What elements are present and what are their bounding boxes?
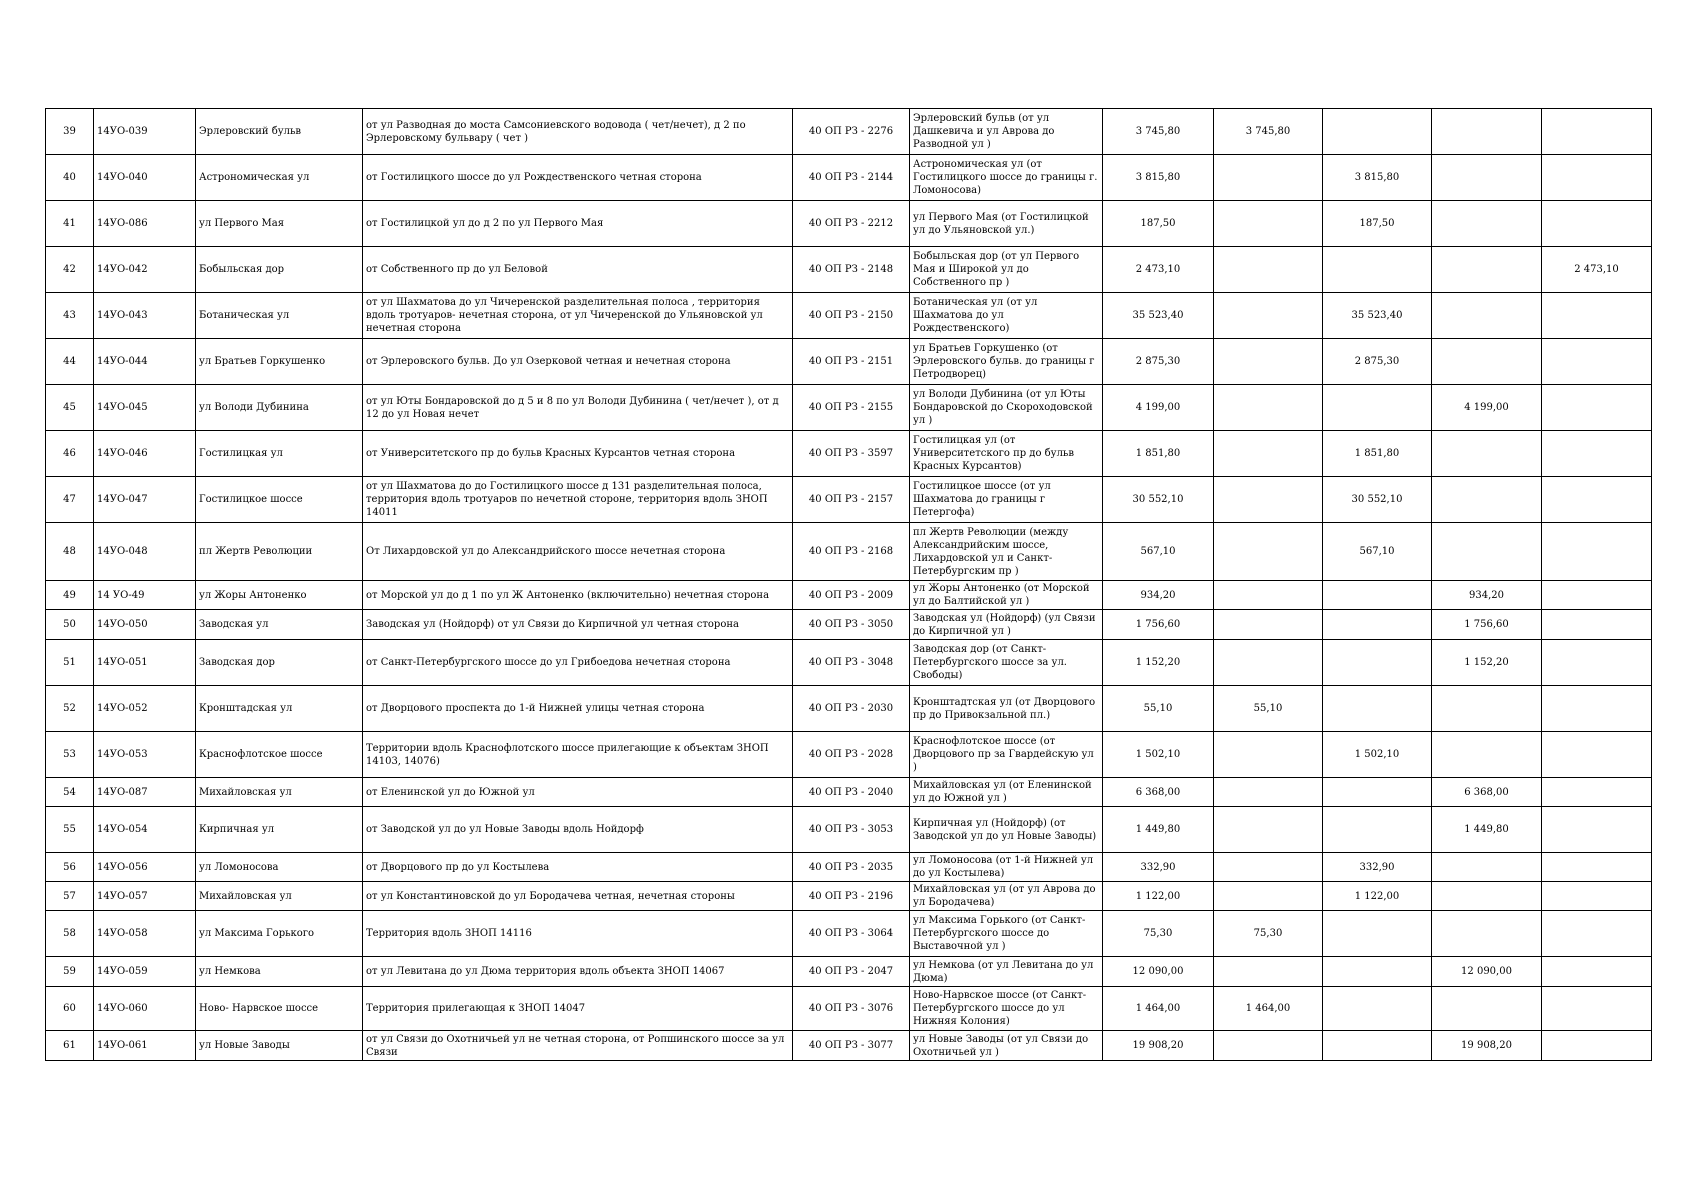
road-name: Ботаническая ул (196, 293, 363, 339)
table-row (46, 155, 1652, 201)
road-name: Заводская дор (196, 640, 363, 686)
area-col-1: 3 745,80 (1214, 109, 1323, 155)
area-col-3: 1 756,60 (1432, 610, 1542, 640)
row-number: 48 (46, 523, 94, 581)
registry-road-name: ул Немкова (от ул Левитана до ул Дюма) (910, 957, 1103, 987)
table-row (46, 987, 1652, 1031)
row-number: 54 (46, 778, 94, 807)
area-col-2: 1 502,10 (1323, 732, 1432, 778)
area-col-1 (1214, 431, 1323, 477)
area-col-1: 75,30 (1214, 911, 1323, 957)
road-name: ул Максима Горького (196, 911, 363, 957)
section-description: Территория прилегающая к ЗНОП 14047 (363, 987, 793, 1031)
area-col-4 (1542, 882, 1652, 911)
table-row (46, 778, 1652, 807)
registry-number: 40 ОП РЗ - 2155 (793, 385, 910, 431)
area-col-1 (1214, 778, 1323, 807)
road-code: 14УО-054 (94, 807, 196, 853)
total-area: 2 875,30 (1103, 339, 1214, 385)
area-col-3 (1432, 339, 1542, 385)
row-number: 44 (46, 339, 94, 385)
area-col-3: 1 152,20 (1432, 640, 1542, 686)
road-code: 14УО-086 (94, 201, 196, 247)
area-col-3 (1432, 523, 1542, 581)
total-area: 6 368,00 (1103, 778, 1214, 807)
registry-number: 40 ОП РЗ - 2157 (793, 477, 910, 523)
row-number: 41 (46, 201, 94, 247)
road-code: 14УО-046 (94, 431, 196, 477)
area-col-3: 6 368,00 (1432, 778, 1542, 807)
area-col-1 (1214, 957, 1323, 987)
table-row (46, 957, 1652, 987)
area-col-4 (1542, 640, 1652, 686)
registry-road-name: Заводская ул (Нойдорф) (ул Связи до Кирпичной ул ) (910, 610, 1103, 640)
registry-road-name: ул Новые Заводы (от ул Связи до Охотничьей ул ) (910, 1031, 1103, 1061)
area-col-1 (1214, 155, 1323, 201)
road-name: Ново- Нарвское шоссе (196, 987, 363, 1031)
area-col-3: 1 449,80 (1432, 807, 1542, 853)
road-name: Михайловская ул (196, 882, 363, 911)
area-col-2: 1 122,00 (1323, 882, 1432, 911)
area-col-2: 30 552,10 (1323, 477, 1432, 523)
table-row (46, 477, 1652, 523)
road-code: 14УО-087 (94, 778, 196, 807)
registry-number: 40 ОП РЗ - 2276 (793, 109, 910, 155)
total-area: 1 502,10 (1103, 732, 1214, 778)
road-name: ул Володи Дубинина (196, 385, 363, 431)
registry-number: 40 ОП РЗ - 2196 (793, 882, 910, 911)
registry-number: 40 ОП РЗ - 3048 (793, 640, 910, 686)
row-number: 57 (46, 882, 94, 911)
area-col-1: 1 464,00 (1214, 987, 1323, 1031)
area-col-4 (1542, 523, 1652, 581)
row-number: 61 (46, 1031, 94, 1061)
area-col-2 (1323, 640, 1432, 686)
table-row (46, 732, 1652, 778)
total-area: 1 449,80 (1103, 807, 1214, 853)
area-col-4 (1542, 1031, 1652, 1061)
road-name: Астрономическая ул (196, 155, 363, 201)
area-col-1 (1214, 293, 1323, 339)
area-col-1 (1214, 477, 1323, 523)
area-col-4 (1542, 778, 1652, 807)
road-code: 14УО-045 (94, 385, 196, 431)
road-code: 14УО-053 (94, 732, 196, 778)
area-col-1 (1214, 385, 1323, 431)
registry-road-name: пл Жертв Революции (между Александрийским шоссе, Лихардовской ул и Санкт-Петербургским пр ) (910, 523, 1103, 581)
table-row (46, 581, 1652, 610)
registry-road-name: Гостилицкое шоссе (от ул Шахматова до границы г Петергофа) (910, 477, 1103, 523)
area-col-3 (1432, 293, 1542, 339)
road-name: Кронштадская ул (196, 686, 363, 732)
area-col-3 (1432, 431, 1542, 477)
area-col-1 (1214, 581, 1323, 610)
registry-road-name: ул Ломоносова (от 1-й Нижней ул до ул Костылева) (910, 853, 1103, 882)
area-col-4 (1542, 155, 1652, 201)
registry-road-name: ул Первого Мая (от Гостилицкой ул до Ульяновской ул.) (910, 201, 1103, 247)
section-description: от ул Связи до Охотничьей ул не четная сторона, от Ропшинского шоссе за ул Связи (363, 1031, 793, 1061)
area-col-2 (1323, 1031, 1432, 1061)
table-row (46, 610, 1652, 640)
registry-number: 40 ОП РЗ - 2030 (793, 686, 910, 732)
section-description: от ул Шахматова до до Гостилицкого шоссе д 131 разделительная полоса, территория вдоль тротуаров по нечетной стороне, территория вдоль ЗНОП 14011 (363, 477, 793, 523)
row-number: 53 (46, 732, 94, 778)
row-number: 39 (46, 109, 94, 155)
section-description: от Гостилицкого шоссе до ул Рождественского четная сторона (363, 155, 793, 201)
area-col-2: 3 815,80 (1323, 155, 1432, 201)
registry-number: 40 ОП РЗ - 2151 (793, 339, 910, 385)
registry-road-name: Астрономическая ул (от Гостилицкого шоссе до границы г. Ломоносова) (910, 155, 1103, 201)
area-col-3 (1432, 155, 1542, 201)
total-area: 30 552,10 (1103, 477, 1214, 523)
road-name: ул Ломоносова (196, 853, 363, 882)
road-code: 14УО-060 (94, 987, 196, 1031)
road-name: Заводская ул (196, 610, 363, 640)
total-area: 934,20 (1103, 581, 1214, 610)
section-description: от Морской ул до д 1 по ул Ж Антоненко (включительно) нечетная сторона (363, 581, 793, 610)
registry-number: 40 ОП РЗ - 2150 (793, 293, 910, 339)
table-body (46, 109, 1652, 1061)
total-area: 1 152,20 (1103, 640, 1214, 686)
area-col-2: 2 875,30 (1323, 339, 1432, 385)
area-col-1 (1214, 640, 1323, 686)
road-code: 14УО-050 (94, 610, 196, 640)
area-col-1 (1214, 732, 1323, 778)
road-name: ул Немкова (196, 957, 363, 987)
area-col-4 (1542, 201, 1652, 247)
area-col-3 (1432, 109, 1542, 155)
roads-table (45, 108, 1652, 1061)
registry-number: 40 ОП РЗ - 3597 (793, 431, 910, 477)
road-code: 14УО-042 (94, 247, 196, 293)
area-col-1 (1214, 523, 1323, 581)
table-row (46, 385, 1652, 431)
area-col-3: 4 199,00 (1432, 385, 1542, 431)
registry-number: 40 ОП РЗ - 2040 (793, 778, 910, 807)
area-col-2: 1 851,80 (1323, 431, 1432, 477)
road-code: 14УО-052 (94, 686, 196, 732)
total-area: 1 464,00 (1103, 987, 1214, 1031)
area-col-4 (1542, 732, 1652, 778)
registry-road-name: ул Володи Дубинина (от ул Юты Бондаровской до Скороходовской ул ) (910, 385, 1103, 431)
area-col-3 (1432, 477, 1542, 523)
section-description: от ул Шахматова до ул Чичеренской разделительная полоса , территория вдоль тротуаров- нечетная сторона, от ул Чичеренской до Ульяновской ул нечетная сторона (363, 293, 793, 339)
section-description: от Санкт-Петербургского шоссе до ул Грибоедова нечетная сторона (363, 640, 793, 686)
area-col-2 (1323, 911, 1432, 957)
road-code: 14УО-039 (94, 109, 196, 155)
area-col-1 (1214, 882, 1323, 911)
total-area: 19 908,20 (1103, 1031, 1214, 1061)
road-name: ул Жоры Антоненко (196, 581, 363, 610)
total-area: 4 199,00 (1103, 385, 1214, 431)
registry-road-name: ул Жоры Антоненко (от Морской ул до Балтийской ул ) (910, 581, 1103, 610)
area-col-1 (1214, 807, 1323, 853)
area-col-2 (1323, 385, 1432, 431)
road-code: 14УО-058 (94, 911, 196, 957)
registry-number: 40 ОП РЗ - 3053 (793, 807, 910, 853)
road-code: 14УО-059 (94, 957, 196, 987)
area-col-1 (1214, 247, 1323, 293)
area-col-4 (1542, 581, 1652, 610)
registry-number: 40 ОП РЗ - 3077 (793, 1031, 910, 1061)
row-number: 56 (46, 853, 94, 882)
section-description: от ул Константиновской до ул Бородачева четная, нечетная стороны (363, 882, 793, 911)
area-col-3: 934,20 (1432, 581, 1542, 610)
section-description: от Собственного пр до ул Беловой (363, 247, 793, 293)
area-col-2: 567,10 (1323, 523, 1432, 581)
area-col-3 (1432, 882, 1542, 911)
road-code: 14 УО-49 (94, 581, 196, 610)
row-number: 55 (46, 807, 94, 853)
area-col-4 (1542, 686, 1652, 732)
section-description: от Гостилицкой ул до д 2 по ул Первого Мая (363, 201, 793, 247)
total-area: 332,90 (1103, 853, 1214, 882)
total-area: 187,50 (1103, 201, 1214, 247)
row-number: 52 (46, 686, 94, 732)
row-number: 51 (46, 640, 94, 686)
table-row (46, 1031, 1652, 1061)
area-col-2 (1323, 778, 1432, 807)
table-row (46, 201, 1652, 247)
road-code: 14УО-040 (94, 155, 196, 201)
total-area: 1 122,00 (1103, 882, 1214, 911)
area-col-4 (1542, 385, 1652, 431)
area-col-3: 12 090,00 (1432, 957, 1542, 987)
registry-number: 40 ОП РЗ - 2035 (793, 853, 910, 882)
total-area: 3 815,80 (1103, 155, 1214, 201)
row-number: 40 (46, 155, 94, 201)
total-area: 567,10 (1103, 523, 1214, 581)
road-name: ул Братьев Горкушенко (196, 339, 363, 385)
row-number: 47 (46, 477, 94, 523)
area-col-4 (1542, 807, 1652, 853)
area-col-1 (1214, 1031, 1323, 1061)
area-col-3 (1432, 911, 1542, 957)
area-col-1 (1214, 853, 1323, 882)
registry-number: 40 ОП РЗ - 2144 (793, 155, 910, 201)
row-number: 45 (46, 385, 94, 431)
table-row (46, 911, 1652, 957)
road-name: Эрлеровский бульв (196, 109, 363, 155)
section-description: Территория вдоль ЗНОП 14116 (363, 911, 793, 957)
area-col-3 (1432, 247, 1542, 293)
section-description: от ул Разводная до моста Самсониевского водовода ( чет/нечет), д 2 по Эрлеровскому бульвару ( чет ) (363, 109, 793, 155)
section-description: от Заводской ул до ул Новые Заводы вдоль Нойдорф (363, 807, 793, 853)
area-col-2 (1323, 686, 1432, 732)
registry-road-name: Заводская дор (от Санкт-Петербургского шоссе за ул. Свободы) (910, 640, 1103, 686)
area-col-2: 332,90 (1323, 853, 1432, 882)
total-area: 35 523,40 (1103, 293, 1214, 339)
section-description: от ул Юты Бондаровской до д 5 и 8 по ул Володи Дубинина ( чет/нечет ), от д 12 до ул Новая нечет (363, 385, 793, 431)
registry-road-name: Бобыльская дор (от ул Первого Мая и Широкой ул до Собственного пр ) (910, 247, 1103, 293)
area-col-2 (1323, 957, 1432, 987)
road-name: ул Первого Мая (196, 201, 363, 247)
registry-number: 40 ОП РЗ - 3076 (793, 987, 910, 1031)
total-area: 1 851,80 (1103, 431, 1214, 477)
section-description: от ул Левитана до ул Дюма территория вдоль объекта ЗНОП 14067 (363, 957, 793, 987)
row-number: 49 (46, 581, 94, 610)
area-col-4 (1542, 987, 1652, 1031)
road-code: 14УО-051 (94, 640, 196, 686)
road-name: Михайловская ул (196, 778, 363, 807)
total-area: 12 090,00 (1103, 957, 1214, 987)
road-code: 14УО-044 (94, 339, 196, 385)
area-col-1 (1214, 339, 1323, 385)
road-name: Краснофлотское шоссе (196, 732, 363, 778)
area-col-2 (1323, 581, 1432, 610)
table-row (46, 339, 1652, 385)
section-description: Территории вдоль Краснофлотского шоссе прилегающие к объектам ЗНОП 14103, 14076) (363, 732, 793, 778)
area-col-3 (1432, 686, 1542, 732)
area-col-2 (1323, 109, 1432, 155)
row-number: 58 (46, 911, 94, 957)
table-row (46, 640, 1652, 686)
registry-road-name: ул Братьев Горкушенко (от Эрлеровского бульв. до границы г Петродворец) (910, 339, 1103, 385)
area-col-4 (1542, 957, 1652, 987)
row-number: 43 (46, 293, 94, 339)
registry-number: 40 ОП РЗ - 2148 (793, 247, 910, 293)
registry-road-name: Ново-Нарвское шоссе (от Санкт-Петербургского шоссе до ул Нижняя Колония) (910, 987, 1103, 1031)
total-area: 1 756,60 (1103, 610, 1214, 640)
section-description: От Лихардовской ул до Александрийского шоссе нечетная сторона (363, 523, 793, 581)
row-number: 50 (46, 610, 94, 640)
registry-number: 40 ОП РЗ - 2009 (793, 581, 910, 610)
area-col-2: 187,50 (1323, 201, 1432, 247)
area-col-2 (1323, 807, 1432, 853)
registry-road-name: Ботаническая ул (от ул Шахматова до ул Рождественского) (910, 293, 1103, 339)
table-row (46, 686, 1652, 732)
registry-number: 40 ОП РЗ - 2028 (793, 732, 910, 778)
area-col-2 (1323, 247, 1432, 293)
area-col-4 (1542, 610, 1652, 640)
registry-road-name: Кирпичная ул (Нойдорф) (от Заводской ул до ул Новые Заводы) (910, 807, 1103, 853)
area-col-3 (1432, 201, 1542, 247)
total-area: 2 473,10 (1103, 247, 1214, 293)
table-row (46, 431, 1652, 477)
area-col-3: 19 908,20 (1432, 1031, 1542, 1061)
area-col-1 (1214, 610, 1323, 640)
section-description: от Дворцового пр до ул Костылева (363, 853, 793, 882)
registry-number: 40 ОП РЗ - 2168 (793, 523, 910, 581)
road-code: 14УО-043 (94, 293, 196, 339)
row-number: 46 (46, 431, 94, 477)
registry-road-name: ул Максима Горького (от Санкт-Петербургского шоссе до Выставочной ул ) (910, 911, 1103, 957)
area-col-4 (1542, 853, 1652, 882)
row-number: 42 (46, 247, 94, 293)
road-name: ул Новые Заводы (196, 1031, 363, 1061)
registry-road-name: Михайловская ул (от ул Аврова до ул Бородачева) (910, 882, 1103, 911)
row-number: 59 (46, 957, 94, 987)
registry-road-name: Кронштадтская ул (от Дворцового пр до Привокзальной пл.) (910, 686, 1103, 732)
road-name: Гостилицкая ул (196, 431, 363, 477)
registry-number: 40 ОП РЗ - 3064 (793, 911, 910, 957)
registry-road-name: Михайловская ул (от Еленинской ул до Южной ул ) (910, 778, 1103, 807)
road-name: пл Жертв Революции (196, 523, 363, 581)
area-col-4 (1542, 911, 1652, 957)
table-row (46, 523, 1652, 581)
registry-road-name: Гостилицкая ул (от Университетского пр до бульв Красных Курсантов) (910, 431, 1103, 477)
area-col-2 (1323, 610, 1432, 640)
registry-road-name: Эрлеровский бульв (от ул Дашкевича и ул Аврова до Разводной ул ) (910, 109, 1103, 155)
road-code: 14УО-061 (94, 1031, 196, 1061)
table-row (46, 293, 1652, 339)
area-col-3 (1432, 987, 1542, 1031)
total-area: 3 745,80 (1103, 109, 1214, 155)
section-description: от Дворцового проспекта до 1-й Нижней улицы четная сторона (363, 686, 793, 732)
registry-number: 40 ОП РЗ - 2047 (793, 957, 910, 987)
total-area: 75,30 (1103, 911, 1214, 957)
section-description: Заводская ул (Нойдорф) от ул Связи до Кирпичной ул четная сторона (363, 610, 793, 640)
section-description: от Еленинской ул до Южной ул (363, 778, 793, 807)
area-col-1: 55,10 (1214, 686, 1323, 732)
road-code: 14УО-047 (94, 477, 196, 523)
area-col-2 (1323, 987, 1432, 1031)
table-row (46, 109, 1652, 155)
area-col-4 (1542, 431, 1652, 477)
section-description: от Эрлеровского бульв. До ул Озерковой четная и нечетная сторона (363, 339, 793, 385)
row-number: 60 (46, 987, 94, 1031)
area-col-3 (1432, 732, 1542, 778)
section-description: от Университетского пр до бульв Красных Курсантов четная сторона (363, 431, 793, 477)
road-name: Гостилицкое шоссе (196, 477, 363, 523)
road-name: Бобыльская дор (196, 247, 363, 293)
road-name: Кирпичная ул (196, 807, 363, 853)
area-col-4 (1542, 109, 1652, 155)
area-col-3 (1432, 853, 1542, 882)
area-col-4 (1542, 293, 1652, 339)
area-col-1 (1214, 201, 1323, 247)
table-row (46, 853, 1652, 882)
area-col-4 (1542, 339, 1652, 385)
table-row (46, 247, 1652, 293)
area-col-4 (1542, 477, 1652, 523)
table-row (46, 882, 1652, 911)
registry-road-name: Краснофлотское шоссе (от Дворцового пр за Гвардейскую ул ) (910, 732, 1103, 778)
registry-number: 40 ОП РЗ - 2212 (793, 201, 910, 247)
area-col-2: 35 523,40 (1323, 293, 1432, 339)
area-col-4: 2 473,10 (1542, 247, 1652, 293)
total-area: 55,10 (1103, 686, 1214, 732)
road-code: 14УО-048 (94, 523, 196, 581)
road-code: 14УО-056 (94, 853, 196, 882)
road-code: 14УО-057 (94, 882, 196, 911)
table-row (46, 807, 1652, 853)
registry-number: 40 ОП РЗ - 3050 (793, 610, 910, 640)
